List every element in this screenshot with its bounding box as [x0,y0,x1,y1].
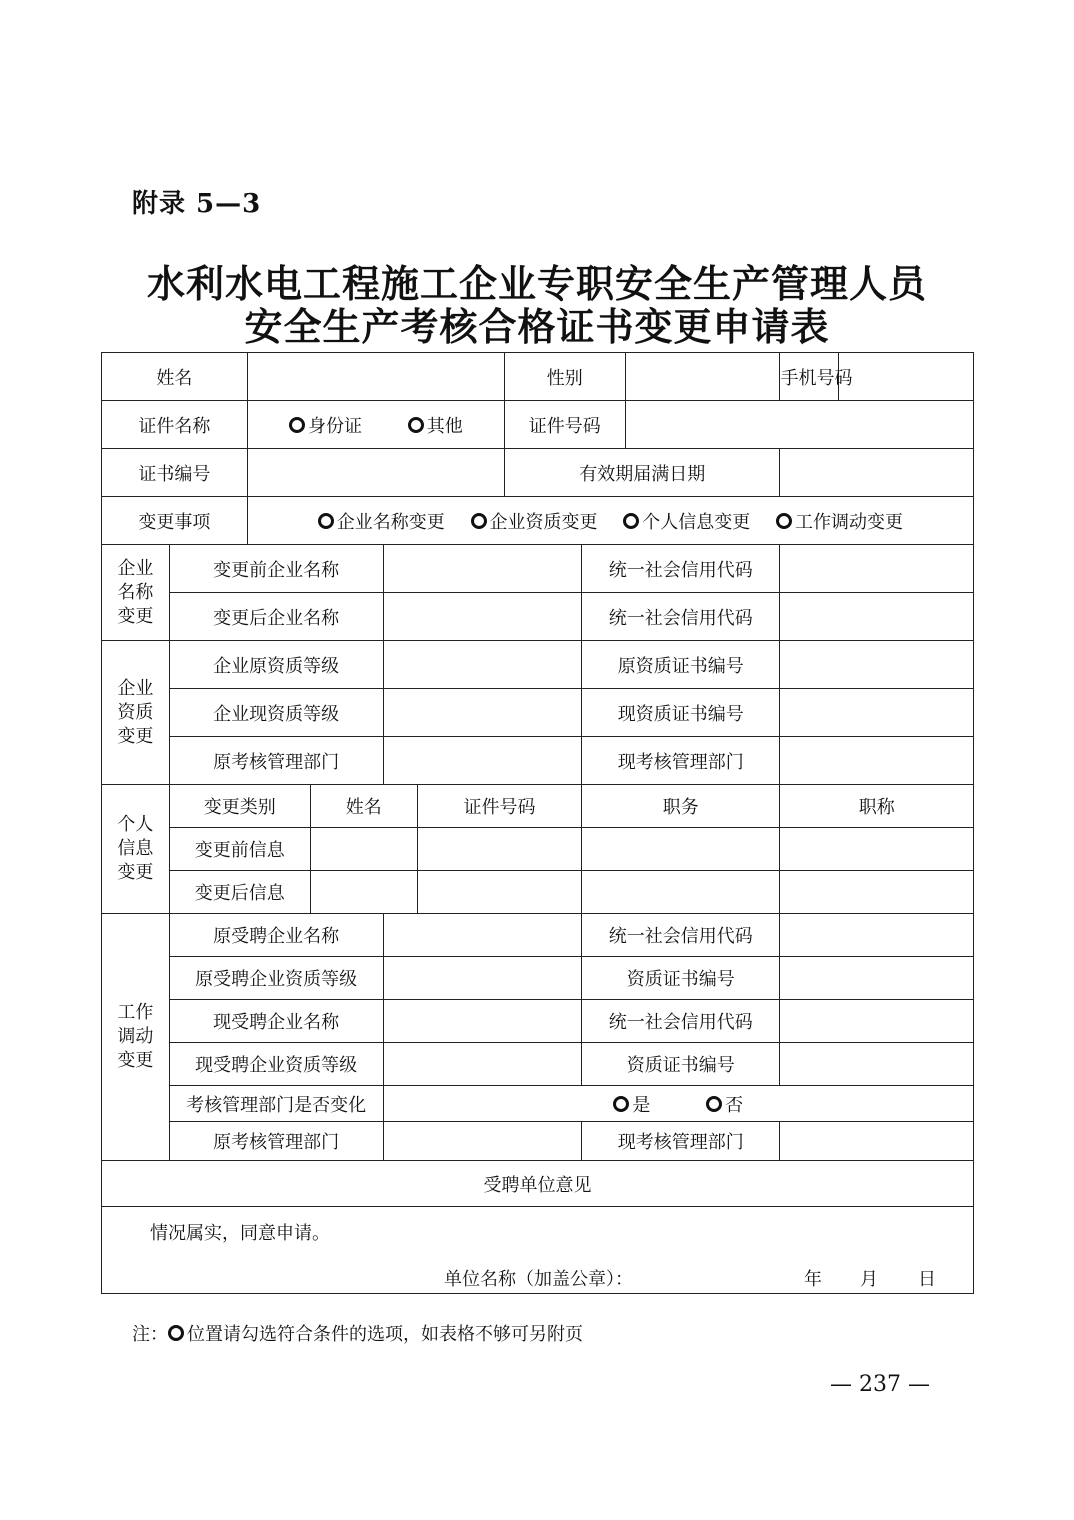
opinion-area[interactable] [102,1207,974,1294]
before-company-name-label: 变更前企业名称 [169,545,383,593]
name-label: 姓名 [102,353,248,401]
after-name-field[interactable] [310,871,417,914]
opinion-text: 情况属实，同意申请。 [150,1223,330,1244]
curr-credit-code-label: 统一社会信用代码 [581,1000,779,1043]
gender-field[interactable] [625,353,780,401]
header-id-number: 证件号码 [417,785,581,828]
dept-changed-no[interactable]: 否 [706,1091,743,1117]
section-personal-change: 个人 信息 变更 [102,785,170,914]
opinion-header: 受聘单位意见 [102,1161,974,1207]
radio-icon [289,417,305,433]
header-title: 职称 [780,785,974,828]
date-day-label: 日 [918,1269,936,1290]
after-company-name-label: 变更后企业名称 [169,593,383,641]
orig-cert-label: 原资质证书编号 [581,641,779,689]
orig-level-field[interactable] [383,641,581,689]
transfer-curr-dept-label: 现考核管理部门 [581,1122,779,1161]
footnote [132,1320,583,1346]
curr-dept-label: 现考核管理部门 [581,737,779,785]
after-company-name-field[interactable] [383,593,581,641]
phone-field[interactable] [839,353,974,401]
change-items-label: 变更事项 [102,497,248,545]
page-number: — 237 — [830,1372,930,1397]
after-title-field[interactable] [780,871,974,914]
before-position-field[interactable] [581,828,779,871]
change-option-company-name[interactable]: 企业名称变更 [318,508,445,534]
transfer-orig-dept-label: 原考核管理部门 [169,1122,383,1161]
before-company-name-field[interactable] [383,545,581,593]
radio-icon [168,1325,184,1341]
transfer-curr-dept-field[interactable] [780,1122,974,1161]
transfer-orig-dept-field[interactable] [383,1122,581,1161]
orig-cert-no-label: 资质证书编号 [581,957,779,1000]
after-credit-code-label: 统一社会信用代码 [581,593,779,641]
before-id-field[interactable] [417,828,581,871]
curr-company-level-label: 现受聘企业资质等级 [169,1043,383,1086]
orig-company-level-label: 原受聘企业资质等级 [169,957,383,1000]
change-option-qualification[interactable]: 企业资质变更 [471,508,598,534]
orig-company-label: 原受聘企业名称 [169,914,383,957]
orig-credit-code-field[interactable] [780,914,974,957]
before-name-field[interactable] [310,828,417,871]
curr-dept-field[interactable] [780,737,974,785]
id-type-label: 证件名称 [102,401,248,449]
curr-company-field[interactable] [383,1000,581,1043]
radio-icon [706,1096,722,1112]
curr-level-label: 企业现资质等级 [169,689,383,737]
orig-credit-code-label: 统一社会信用代码 [581,914,779,957]
change-option-personal[interactable]: 个人信息变更 [623,508,750,534]
after-credit-code-field[interactable] [780,593,974,641]
date-year-label: 年 [804,1269,822,1290]
dept-changed-label: 考核管理部门是否变化 [169,1086,383,1122]
id-option-idcard[interactable]: 身份证 [289,412,362,438]
curr-company-label: 现受聘企业名称 [169,1000,383,1043]
name-field[interactable] [247,353,504,401]
note-text: 位置请勾选符合条件的选项，如表格不够可另附页 [187,1324,583,1345]
section-company-name-change: 企业 名称 变更 [102,545,170,641]
radio-icon [318,513,334,529]
form-title-line1: 水利水电工程施工企业专职安全生产管理人员 [146,261,927,306]
orig-company-field[interactable] [383,914,581,957]
curr-cert-no-label: 资质证书编号 [581,1043,779,1086]
cert-number-label: 证书编号 [102,449,248,497]
curr-company-level-field[interactable] [383,1043,581,1086]
header-position: 职务 [581,785,779,828]
radio-icon [613,1096,629,1112]
orig-dept-field[interactable] [383,737,581,785]
unit-name-label: 单位名称（加盖公章）： [444,1269,633,1290]
before-credit-code-label: 统一社会信用代码 [581,545,779,593]
cert-number-field[interactable] [247,449,504,497]
header-change-type: 变更类别 [169,785,310,828]
orig-cert-no-field[interactable] [780,957,974,1000]
expiry-field[interactable] [780,449,974,497]
radio-icon [776,513,792,529]
section-qualification-change: 企业 资质 变更 [102,641,170,785]
radio-icon [408,417,424,433]
radio-icon [623,513,639,529]
change-items-options [247,497,973,545]
radio-icon [471,513,487,529]
before-title-field[interactable] [780,828,974,871]
after-id-field[interactable] [417,871,581,914]
application-form-table [101,352,974,1294]
id-option-other[interactable]: 其他 [408,412,463,438]
curr-cert-label: 现资质证书编号 [581,689,779,737]
before-credit-code-field[interactable] [780,545,974,593]
form-title-line2: 安全生产考核合格证书变更申请表 [244,304,830,349]
after-position-field[interactable] [581,871,779,914]
dept-changed-yes[interactable]: 是 [613,1091,650,1117]
change-option-transfer[interactable]: 工作调动变更 [776,508,903,534]
curr-cert-field[interactable] [780,689,974,737]
curr-level-field[interactable] [383,689,581,737]
orig-company-level-field[interactable] [383,957,581,1000]
orig-dept-label: 原考核管理部门 [169,737,383,785]
orig-cert-field[interactable] [780,641,974,689]
id-type-options [247,401,504,449]
id-number-label: 证件号码 [505,401,626,449]
dept-changed-options [383,1086,974,1122]
gender-label: 性别 [505,353,626,401]
id-number-field[interactable] [625,401,973,449]
orig-level-label: 企业原资质等级 [169,641,383,689]
header-name: 姓名 [310,785,417,828]
expiry-label: 有效期届满日期 [505,449,780,497]
section-transfer-change: 工作 调动 变更 [102,914,170,1161]
after-info-label: 变更后信息 [169,871,310,914]
before-info-label: 变更前信息 [169,828,310,871]
phone-label: 手机号码 [780,353,839,401]
note-prefix: 注： [132,1324,168,1345]
curr-cert-no-field[interactable] [780,1043,974,1086]
appendix-label: 附录 5—3 [132,189,262,219]
curr-credit-code-field[interactable] [780,1000,974,1043]
date-month-label: 月 [860,1269,878,1290]
